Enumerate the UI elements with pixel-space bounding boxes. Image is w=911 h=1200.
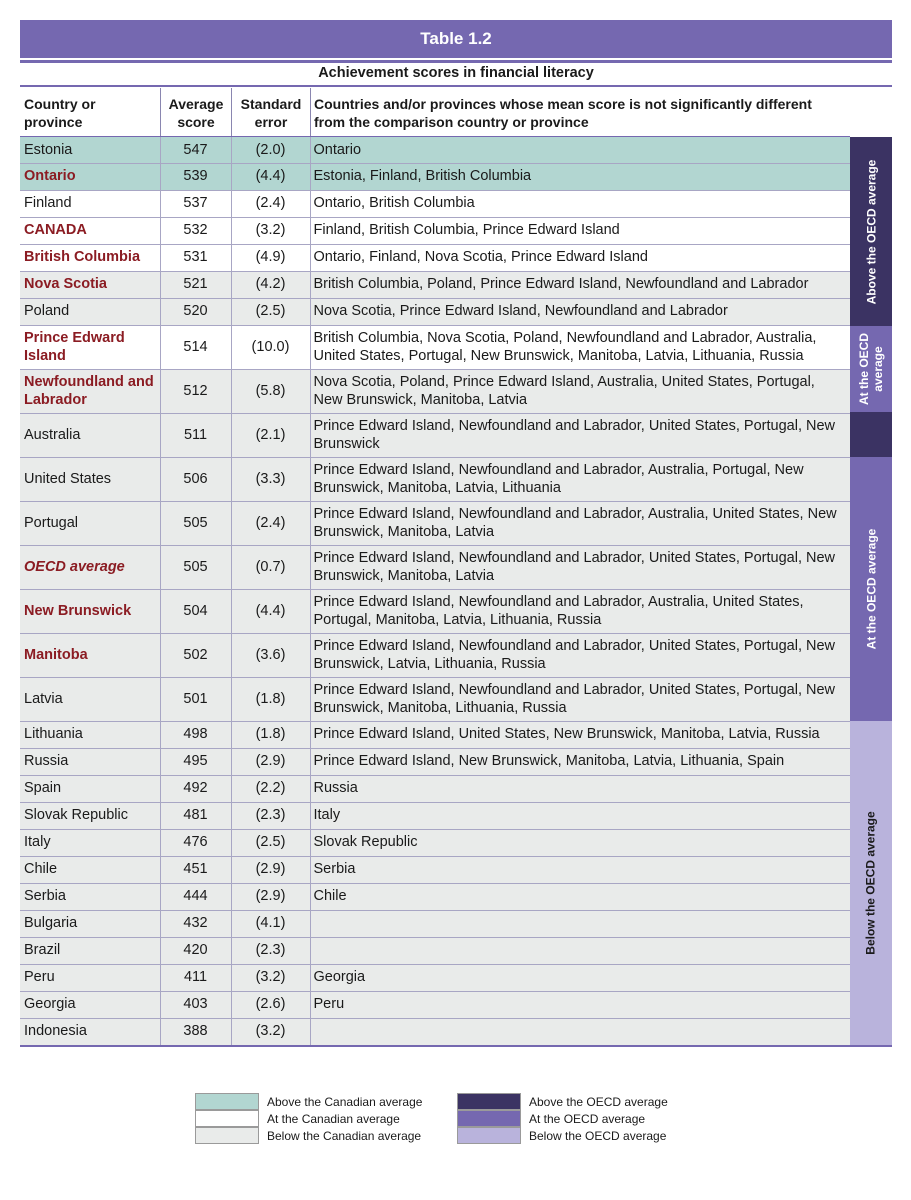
table-bottom-rule — [20, 1045, 892, 1047]
cell-comparison: Ontario, Finland, Nova Scotia, Prince Edward Island — [310, 244, 850, 271]
cell-comparison: Prince Edward Island, Newfoundland and Labrador, United States, Portugal, New Brunswick, Manitoba, Lithuania, Russia — [310, 677, 850, 721]
cell-standard-error: (2.2) — [231, 775, 310, 802]
legend-canadian — [195, 1093, 422, 1144]
table-row — [20, 244, 850, 271]
header-average: Average score — [168, 96, 224, 130]
table-row — [20, 677, 850, 721]
cell-standard-error: (2.4) — [231, 190, 310, 217]
cell-comparison: Prince Edward Island, New Brunswick, Manitoba, Latvia, Lithuania, Spain — [310, 748, 850, 775]
cell-country: Brazil — [20, 937, 160, 964]
cell-country: Lithuania — [20, 721, 160, 748]
legend-swatch — [457, 1110, 521, 1127]
table-row — [20, 721, 850, 748]
table-row — [20, 937, 850, 964]
cell-comparison: Prince Edward Island, Newfoundland and Labrador, Australia, Portugal, New Brunswick, Manitoba, Latvia, Lithuania — [310, 457, 850, 501]
legend-swatch — [195, 1110, 259, 1127]
cell-standard-error: (4.4) — [231, 589, 310, 633]
cell-standard-error: (2.5) — [231, 298, 310, 325]
cell-country: Portugal — [20, 501, 160, 545]
cell-comparison — [310, 910, 850, 937]
legend-swatch — [195, 1093, 259, 1110]
cell-country: Newfoundland and Labrador — [20, 369, 160, 413]
cell-country: Chile — [20, 856, 160, 883]
legend-item — [195, 1110, 422, 1127]
cell-comparison: Prince Edward Island, Newfoundland and Labrador, Australia, United States, New Brunswick, Manitoba, Latvia — [310, 501, 850, 545]
table-row — [20, 369, 850, 413]
cell-comparison: Estonia, Finland, British Columbia — [310, 163, 850, 190]
cell-comparison: Prince Edward Island, Newfoundland and Labrador, United States, Portugal, New Brunswick, Manitoba, Latvia — [310, 545, 850, 589]
table-subtitle: Achievement scores in financial literacy — [318, 65, 594, 81]
cell-standard-error: (2.5) — [231, 829, 310, 856]
cell-average-score: 492 — [160, 775, 231, 802]
table-row — [20, 271, 850, 298]
cell-country: Spain — [20, 775, 160, 802]
cell-standard-error: (1.8) — [231, 721, 310, 748]
table-row — [20, 964, 850, 991]
table-row — [20, 883, 850, 910]
cell-comparison: Ontario — [310, 137, 850, 163]
oecd-band-at — [850, 457, 892, 721]
table-row — [20, 991, 850, 1018]
table-row — [20, 325, 850, 369]
cell-average-score: 498 — [160, 721, 231, 748]
cell-standard-error: (4.2) — [231, 271, 310, 298]
cell-average-score: 539 — [160, 163, 231, 190]
table-title: Table 1.2 — [20, 20, 892, 58]
table-row — [20, 190, 850, 217]
cell-average-score: 505 — [160, 545, 231, 589]
cell-average-score: 432 — [160, 910, 231, 937]
header-standard-error: Standard error — [240, 96, 302, 130]
cell-average-score: 476 — [160, 829, 231, 856]
cell-standard-error: (2.1) — [231, 413, 310, 457]
cell-standard-error: (2.6) — [231, 991, 310, 1018]
cell-average-score: 444 — [160, 883, 231, 910]
cell-country: British Columbia — [20, 244, 160, 271]
cell-average-score: 511 — [160, 413, 231, 457]
cell-country: Bulgaria — [20, 910, 160, 937]
cell-average-score: 514 — [160, 325, 231, 369]
cell-average-score: 502 — [160, 633, 231, 677]
header-country: Country or province — [24, 96, 96, 130]
cell-comparison — [310, 937, 850, 964]
cell-country: United States — [20, 457, 160, 501]
oecd-band-above-label: Above the OECD average — [864, 159, 878, 304]
oecd-band-at-label: At the OECD average — [864, 528, 879, 650]
cell-comparison: Finland, British Columbia, Prince Edward Island — [310, 217, 850, 244]
table-row — [20, 1018, 850, 1045]
cell-standard-error: (4.9) — [231, 244, 310, 271]
cell-comparison: Georgia — [310, 964, 850, 991]
legend-label: Above the OECD average — [529, 1094, 668, 1109]
table-row — [20, 217, 850, 244]
oecd-band-at-small-line2: average — [871, 346, 885, 392]
cell-comparison: Russia — [310, 775, 850, 802]
cell-country: Poland — [20, 298, 160, 325]
table-row — [20, 501, 850, 545]
subtitle-rule — [20, 85, 892, 87]
cell-average-score: 495 — [160, 748, 231, 775]
cell-standard-error: (3.2) — [231, 1018, 310, 1045]
cell-standard-error: (1.8) — [231, 677, 310, 721]
cell-standard-error: (0.7) — [231, 545, 310, 589]
cell-average-score: 451 — [160, 856, 231, 883]
oecd-band-at-small-line1: At the OECD — [857, 333, 871, 405]
cell-standard-error: (3.2) — [231, 964, 310, 991]
cell-average-score: 506 — [160, 457, 231, 501]
cell-comparison: British Columbia, Nova Scotia, Poland, Newfoundland and Labrador, Australia, United States, Portugal, New Brunswick, Manitoba, Latvia, Lithuania, Russia — [310, 325, 850, 369]
header-divider — [310, 88, 311, 136]
cell-country: Indonesia — [20, 1018, 160, 1045]
cell-standard-error: (4.1) — [231, 910, 310, 937]
cell-country: Latvia — [20, 677, 160, 721]
cell-country: New Brunswick — [20, 589, 160, 633]
oecd-band-below-label: Below the OECD average — [864, 811, 879, 955]
cell-comparison: Prince Edward Island, Newfoundland and Labrador, United States, Portugal, New Brunswick — [310, 413, 850, 457]
cell-country: CANADA — [20, 217, 160, 244]
financial-literacy-table — [20, 137, 850, 1046]
cell-standard-error: (2.3) — [231, 937, 310, 964]
cell-comparison: Serbia — [310, 856, 850, 883]
oecd-band-above — [850, 137, 892, 326]
cell-country: Finland — [20, 190, 160, 217]
cell-standard-error: (3.6) — [231, 633, 310, 677]
cell-comparison: Chile — [310, 883, 850, 910]
oecd-band-above-small — [850, 412, 892, 457]
cell-comparison: Slovak Republic — [310, 829, 850, 856]
legend-label: At the OECD average — [529, 1111, 646, 1126]
cell-average-score: 403 — [160, 991, 231, 1018]
legend-label: Above the Canadian average — [267, 1094, 423, 1109]
cell-country: Estonia — [20, 137, 160, 163]
legend-item — [457, 1127, 668, 1144]
header-comparison: Countries and/or provinces whose mean score is not significantly different from the comparison country or province — [314, 96, 812, 130]
table-row — [20, 137, 850, 163]
cell-average-score: 420 — [160, 937, 231, 964]
cell-average-score: 388 — [160, 1018, 231, 1045]
legend-label: At the Canadian average — [267, 1111, 400, 1126]
cell-country: Serbia — [20, 883, 160, 910]
legend-label: Below the Canadian average — [267, 1128, 422, 1143]
cell-comparison: Peru — [310, 991, 850, 1018]
cell-standard-error: (2.4) — [231, 501, 310, 545]
cell-country: OECD average — [20, 545, 160, 589]
cell-average-score: 501 — [160, 677, 231, 721]
cell-country: Manitoba — [20, 633, 160, 677]
cell-standard-error: (2.0) — [231, 137, 310, 163]
cell-average-score: 481 — [160, 802, 231, 829]
cell-comparison: Nova Scotia, Poland, Prince Edward Island, Australia, United States, Portugal, New Brunswick, Manitoba, Latvia — [310, 369, 850, 413]
table-row — [20, 802, 850, 829]
cell-average-score: 531 — [160, 244, 231, 271]
cell-average-score: 547 — [160, 137, 231, 163]
table-row — [20, 413, 850, 457]
cell-comparison: Prince Edward Island, Newfoundland and Labrador, United States, Portugal, New Brunswick, Latvia, Lithuania, Russia — [310, 633, 850, 677]
cell-country: Ontario — [20, 163, 160, 190]
cell-country: Prince Edward Island — [20, 325, 160, 369]
cell-average-score: 520 — [160, 298, 231, 325]
cell-country: Russia — [20, 748, 160, 775]
table-row — [20, 748, 850, 775]
cell-standard-error: (3.2) — [231, 217, 310, 244]
cell-average-score: 505 — [160, 501, 231, 545]
legend-label: Below the OECD average — [529, 1128, 667, 1143]
table-row — [20, 633, 850, 677]
cell-standard-error: (3.3) — [231, 457, 310, 501]
cell-comparison: Nova Scotia, Prince Edward Island, Newfoundland and Labrador — [310, 298, 850, 325]
table-body — [20, 137, 850, 1045]
table-row — [20, 163, 850, 190]
legend-swatch — [457, 1127, 521, 1144]
cell-standard-error: (2.9) — [231, 883, 310, 910]
cell-average-score: 532 — [160, 217, 231, 244]
cell-comparison — [310, 1018, 850, 1045]
cell-average-score: 521 — [160, 271, 231, 298]
oecd-band-at-small-label — [857, 333, 885, 405]
cell-country: Slovak Republic — [20, 802, 160, 829]
cell-standard-error: (5.8) — [231, 369, 310, 413]
table-row — [20, 457, 850, 501]
table-row — [20, 829, 850, 856]
cell-country: Peru — [20, 964, 160, 991]
cell-comparison: Prince Edward Island, Newfoundland and Labrador, Australia, United States, Portugal, Manitoba, Latvia, Lithuania, Russia — [310, 589, 850, 633]
legend-item — [457, 1093, 668, 1110]
table-row — [20, 298, 850, 325]
table-row — [20, 775, 850, 802]
header-divider — [231, 88, 232, 136]
cell-comparison: British Columbia, Poland, Prince Edward Island, Newfoundland and Labrador — [310, 271, 850, 298]
legend-swatch — [457, 1093, 521, 1110]
legend-item — [457, 1110, 668, 1127]
table-row — [20, 856, 850, 883]
cell-country: Australia — [20, 413, 160, 457]
cell-standard-error: (2.9) — [231, 856, 310, 883]
cell-standard-error: (2.3) — [231, 802, 310, 829]
cell-average-score: 537 — [160, 190, 231, 217]
cell-country: Nova Scotia — [20, 271, 160, 298]
cell-average-score: 512 — [160, 369, 231, 413]
cell-country: Georgia — [20, 991, 160, 1018]
cell-comparison: Italy — [310, 802, 850, 829]
table-row — [20, 910, 850, 937]
oecd-band-at-small — [850, 326, 892, 412]
oecd-band-below — [850, 721, 892, 1045]
table-row — [20, 545, 850, 589]
cell-standard-error: (10.0) — [231, 325, 310, 369]
cell-comparison: Prince Edward Island, United States, New Brunswick, Manitoba, Latvia, Russia — [310, 721, 850, 748]
cell-country: Italy — [20, 829, 160, 856]
cell-standard-error: (4.4) — [231, 163, 310, 190]
table-row — [20, 589, 850, 633]
legend-item — [195, 1093, 422, 1110]
legend-swatch — [195, 1127, 259, 1144]
cell-average-score: 504 — [160, 589, 231, 633]
cell-comparison: Ontario, British Columbia — [310, 190, 850, 217]
cell-standard-error: (2.9) — [231, 748, 310, 775]
header-divider — [160, 88, 161, 136]
cell-average-score: 411 — [160, 964, 231, 991]
legend-oecd — [457, 1093, 668, 1144]
legend-item — [195, 1127, 422, 1144]
